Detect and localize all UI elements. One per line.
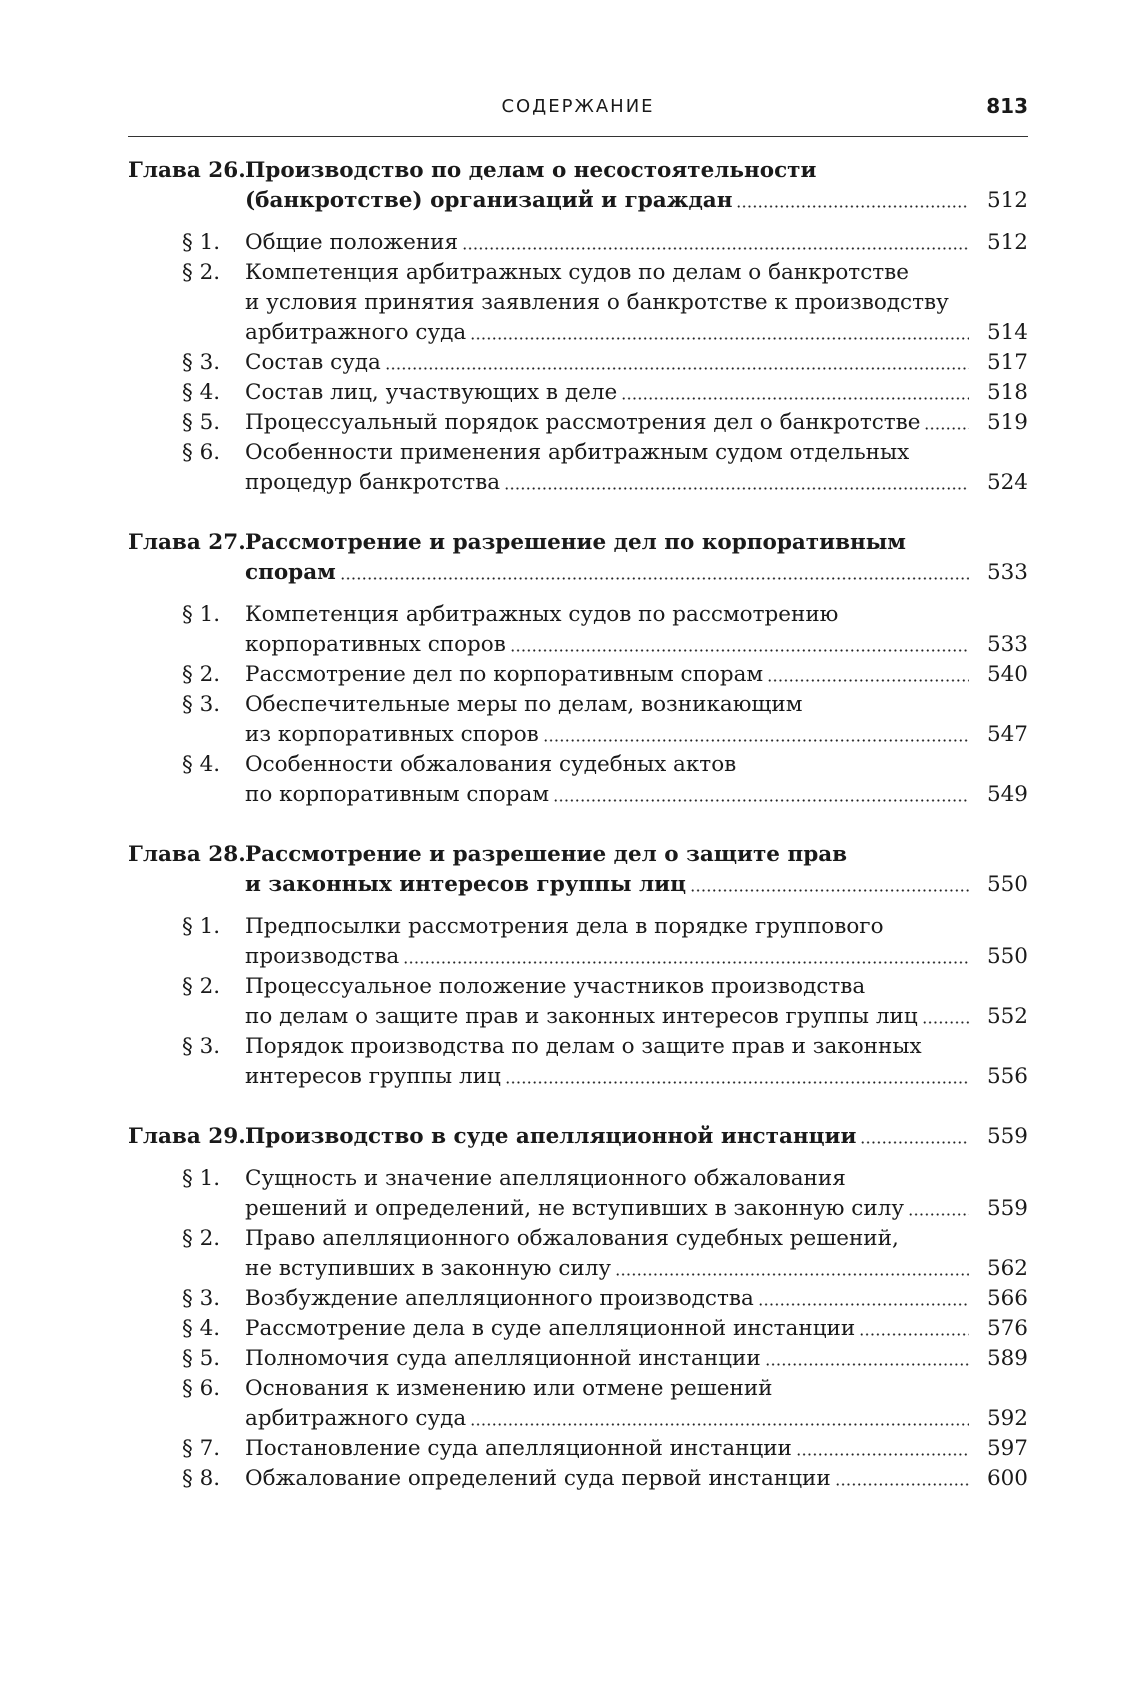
dot-leader	[758, 1303, 969, 1306]
section-title-text	[245, 468, 973, 498]
section-title-text	[245, 318, 973, 348]
section-number: § 1.	[182, 1166, 221, 1191]
section-title-text	[245, 1404, 973, 1434]
dot-leader	[690, 889, 969, 892]
section-title: по делам о защите прав и законных интересов группы лиц	[245, 1004, 918, 1029]
section-title-text	[245, 1344, 973, 1374]
chapter-title: (банкротстве) организаций и граждан	[245, 188, 733, 213]
section-title: Предпосылки рассмотрения дела в порядке группового	[245, 914, 884, 939]
chapter-entry-link[interactable]	[128, 1122, 1028, 1152]
toc-chapter	[128, 1122, 1028, 1494]
section-entry-link[interactable]	[128, 1314, 1028, 1344]
chapter-title-line	[128, 156, 1028, 186]
section-title: и условия принятия заявления о банкротстве к производству	[245, 290, 949, 315]
chapter-label: Глава 27.	[128, 530, 246, 555]
page-ref: 517	[986, 350, 1028, 375]
section-title-line	[128, 972, 1028, 1002]
section-entry-link[interactable]	[128, 1194, 1028, 1224]
table-of-contents	[128, 156, 1028, 1524]
section-title: Особенности применения арбитражным судом отдельных	[245, 440, 910, 465]
section-entry-link[interactable]	[128, 408, 1028, 438]
section-title: Право апелляционного обжалования судебных решений,	[245, 1226, 899, 1251]
chapter-title-text	[245, 1122, 973, 1152]
page-ref: 540	[986, 662, 1028, 687]
section-title-text	[245, 942, 973, 972]
section-number: § 1.	[182, 602, 221, 627]
section-number: § 3.	[182, 350, 221, 375]
page-ref: 533	[986, 632, 1028, 657]
page-ref: 547	[986, 722, 1028, 747]
section-number: § 1.	[182, 914, 221, 939]
page-ref: 597	[986, 1436, 1028, 1461]
dot-leader	[908, 1213, 969, 1216]
running-title: СОДЕРЖАНИЕ	[501, 96, 655, 117]
section-entry-link[interactable]	[128, 348, 1028, 378]
dot-leader	[505, 1081, 969, 1084]
dot-leader	[510, 649, 969, 652]
dot-leader	[621, 397, 969, 400]
section-number: § 4.	[182, 752, 221, 777]
chapter-entry-link[interactable]	[128, 558, 1028, 588]
section-title-line	[128, 690, 1028, 720]
section-number: § 5.	[182, 1346, 221, 1371]
toc-chapter	[128, 528, 1028, 810]
section-title-text	[245, 408, 973, 438]
section-title-text	[245, 1284, 973, 1314]
section-title-text	[245, 1224, 973, 1254]
dot-leader	[860, 1141, 969, 1144]
section-title-text	[245, 750, 973, 780]
section-entry-link[interactable]	[128, 1434, 1028, 1464]
section-title: Обеспечительные меры по делам, возникающим	[245, 692, 803, 717]
section-title-text	[245, 438, 973, 468]
chapter-title: Рассмотрение и разрешение дел по корпоративным	[245, 530, 906, 555]
section-title-text	[245, 630, 973, 660]
page-ref: 556	[986, 1064, 1028, 1089]
dot-leader	[796, 1453, 969, 1456]
page-ref: 518	[986, 380, 1028, 405]
chapter-title-line	[128, 528, 1028, 558]
section-title-line	[128, 1164, 1028, 1194]
page-ref: 566	[986, 1286, 1028, 1311]
chapter-label: Глава 28.	[128, 842, 246, 867]
section-title: Процессуальный порядок рассмотрения дел о банкротстве	[245, 410, 921, 435]
page-ref: 519	[986, 410, 1028, 435]
page-ref: 552	[986, 1004, 1028, 1029]
dot-leader	[462, 247, 969, 250]
section-number: § 3.	[182, 692, 221, 717]
section-title-line	[128, 288, 1028, 318]
dot-leader	[385, 367, 969, 370]
chapter-title-text	[245, 840, 973, 870]
section-title: Состав суда	[245, 350, 381, 375]
section-entry-link[interactable]	[128, 1404, 1028, 1434]
section-title: Особенности обжалования судебных актов	[245, 752, 737, 777]
section-title-text	[245, 690, 973, 720]
chapter-title-text	[245, 528, 973, 558]
dot-leader	[859, 1333, 969, 1336]
section-title-text	[245, 1434, 973, 1464]
section-number: § 6.	[182, 440, 221, 465]
section-title-text	[245, 660, 973, 690]
section-entry-link[interactable]	[128, 1062, 1028, 1092]
section-number: § 2.	[182, 260, 221, 285]
section-number: § 3.	[182, 1286, 221, 1311]
section-title: Основания к изменению или отмене решений	[245, 1376, 773, 1401]
page-ref: 589	[986, 1346, 1028, 1371]
section-number: § 2.	[182, 974, 221, 999]
section-number: § 6.	[182, 1376, 221, 1401]
page-ref: 576	[986, 1316, 1028, 1341]
section-title-text	[245, 1254, 973, 1284]
toc-chapter	[128, 840, 1028, 1092]
dot-leader	[767, 679, 969, 682]
section-title-text	[245, 1374, 973, 1404]
dot-leader	[470, 337, 969, 340]
page-ref: 559	[986, 1124, 1028, 1149]
section-entry-link[interactable]	[128, 660, 1028, 690]
section-title-line	[128, 1224, 1028, 1254]
page-ref: 514	[986, 320, 1028, 345]
section-number: § 5.	[182, 410, 221, 435]
dot-leader	[922, 1021, 969, 1024]
section-title-text	[245, 600, 973, 630]
dot-leader	[765, 1363, 969, 1366]
page-number: 813	[986, 94, 1028, 118]
section-title-line	[128, 1032, 1028, 1062]
section-entry-link[interactable]	[128, 780, 1028, 810]
page-ref: 549	[986, 782, 1028, 807]
section-number: § 4.	[182, 380, 221, 405]
section-entry-link[interactable]	[128, 468, 1028, 498]
section-number: § 7.	[182, 1436, 221, 1461]
section-title: арбитражного суда	[245, 320, 467, 345]
section-title-line	[128, 258, 1028, 288]
section-title-line	[128, 438, 1028, 468]
section-title: Процессуальное положение участников производства	[245, 974, 866, 999]
chapter-entry-link[interactable]	[128, 870, 1028, 900]
dot-leader	[553, 799, 969, 802]
section-title: процедур банкротства	[245, 470, 501, 495]
page-ref: 512	[986, 188, 1028, 213]
section-title: арбитражного суда	[245, 1406, 467, 1431]
section-title: Обжалование определений суда первой инстанции	[245, 1466, 831, 1491]
section-title-text	[245, 780, 973, 810]
dot-leader	[340, 577, 969, 580]
chapter-title-text	[245, 870, 973, 900]
section-title: корпоративных споров	[245, 632, 506, 657]
page-ref: 550	[986, 944, 1028, 969]
dot-leader	[924, 427, 969, 430]
section-title-text	[245, 972, 973, 1002]
section-title-line	[128, 600, 1028, 630]
section-entry-link[interactable]	[128, 318, 1028, 348]
dot-leader	[470, 1423, 969, 1426]
section-entry-link[interactable]	[128, 630, 1028, 660]
section-title-line	[128, 912, 1028, 942]
section-entry-link[interactable]	[128, 378, 1028, 408]
page-ref: 592	[986, 1406, 1028, 1431]
dot-leader	[736, 205, 969, 208]
dot-leader	[504, 487, 969, 490]
section-title-text	[245, 378, 973, 408]
page-header	[128, 96, 1028, 137]
section-number: § 2.	[182, 1226, 221, 1251]
section-title: Полномочия суда апелляционной инстанции	[245, 1346, 761, 1371]
page-ref: 550	[986, 872, 1028, 897]
section-title: Сущность и значение апелляционного обжалования	[245, 1166, 846, 1191]
section-entry-link[interactable]	[128, 720, 1028, 750]
section-title-text	[245, 720, 973, 750]
section-title: производства	[245, 944, 400, 969]
chapter-title-text	[245, 156, 973, 186]
section-number: § 3.	[182, 1034, 221, 1059]
chapter-title-line	[128, 840, 1028, 870]
section-title: Возбуждение апелляционного производства	[245, 1286, 754, 1311]
section-title-text	[245, 348, 973, 378]
chapter-label: Глава 29.	[128, 1124, 246, 1149]
section-title: Компетенция арбитражных судов по делам о банкротстве	[245, 260, 909, 285]
section-title-line	[128, 1374, 1028, 1404]
section-title: не вступивших в законную силу	[245, 1256, 612, 1281]
section-title: Порядок производства по делам о защите прав и законных	[245, 1034, 922, 1059]
page-ref: 559	[986, 1196, 1028, 1221]
section-entry-link[interactable]	[128, 1002, 1028, 1032]
page-ref: 512	[986, 230, 1028, 255]
section-title-text	[245, 1164, 973, 1194]
section-title-text	[245, 1314, 973, 1344]
section-title-text	[245, 1194, 973, 1224]
section-number: § 4.	[182, 1316, 221, 1341]
section-title-text	[245, 1032, 973, 1062]
section-number: § 2.	[182, 662, 221, 687]
section-number: § 8.	[182, 1466, 221, 1491]
section-title-text	[245, 258, 973, 288]
dot-leader	[543, 739, 969, 742]
section-title: Компетенция арбитражных судов по рассмотрению	[245, 602, 839, 627]
section-entry-link[interactable]	[128, 1464, 1028, 1494]
chapter-title: Производство по делам о несостоятельности	[245, 158, 817, 183]
section-title: интересов группы лиц	[245, 1064, 501, 1089]
section-title-text	[245, 912, 973, 942]
chapter-label: Глава 26.	[128, 158, 246, 183]
chapter-title: спорам	[245, 560, 336, 585]
section-title-text	[245, 288, 973, 318]
section-number: § 1.	[182, 230, 221, 255]
section-entry-link[interactable]	[128, 942, 1028, 972]
section-entry-link[interactable]	[128, 1344, 1028, 1374]
section-title-text	[245, 1062, 973, 1092]
chapter-title: и законных интересов группы лиц	[245, 872, 687, 897]
chapter-title-text	[245, 558, 973, 588]
section-entry-link[interactable]	[128, 1254, 1028, 1284]
dot-leader	[835, 1483, 969, 1486]
dot-leader	[615, 1273, 969, 1276]
chapter-title: Производство в суде апелляционной инстанции	[245, 1124, 857, 1149]
dot-leader	[403, 961, 969, 964]
page-ref: 562	[986, 1256, 1028, 1281]
chapter-title: Рассмотрение и разрешение дел о защите прав	[245, 842, 848, 867]
section-title: Состав лиц, участвующих в деле	[245, 380, 618, 405]
section-title-text	[245, 1002, 973, 1032]
section-title: решений и определений, не вступивших в законную силу	[245, 1196, 904, 1221]
section-title: по корпоративным спорам	[245, 782, 550, 807]
section-title-text	[245, 1464, 973, 1494]
section-title-text	[245, 228, 973, 258]
section-entry-link[interactable]	[128, 228, 1028, 258]
section-title: Общие положения	[245, 230, 459, 255]
section-title: Постановление суда апелляционной инстанции	[245, 1436, 792, 1461]
page-ref: 524	[986, 470, 1028, 495]
section-title: из корпоративных споров	[245, 722, 539, 747]
toc-chapter	[128, 156, 1028, 498]
section-title-line	[128, 750, 1028, 780]
section-title: Рассмотрение дела в суде апелляционной инстанции	[245, 1316, 856, 1341]
chapter-entry-link[interactable]	[128, 186, 1028, 216]
page-ref: 600	[986, 1466, 1028, 1491]
chapter-title-text	[245, 186, 973, 216]
page-ref: 533	[986, 560, 1028, 585]
section-entry-link[interactable]	[128, 1284, 1028, 1314]
section-title: Рассмотрение дел по корпоративным спорам	[245, 662, 764, 687]
